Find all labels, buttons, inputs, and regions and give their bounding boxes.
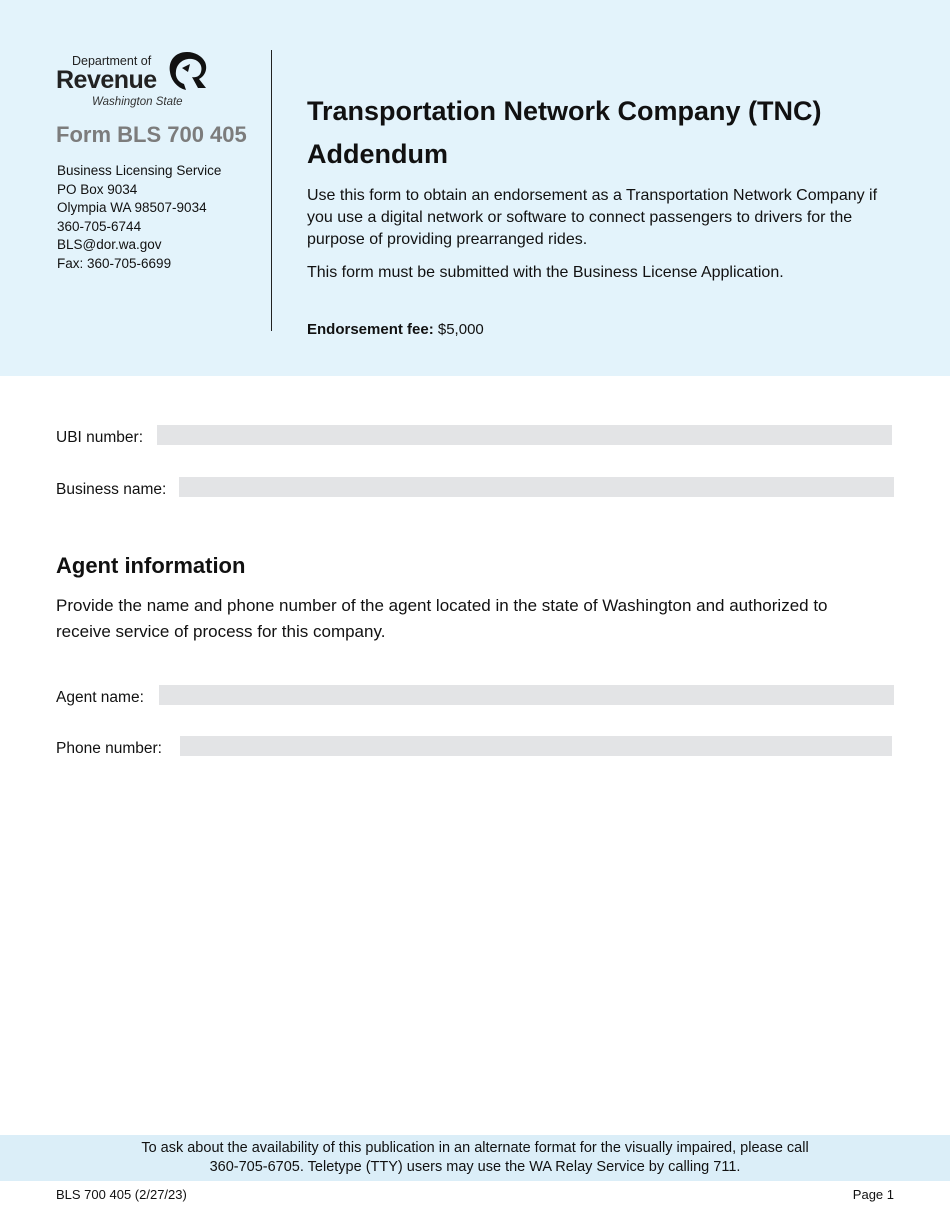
contact-email: BLS@dor.wa.gov bbox=[57, 237, 162, 252]
logo-department: Department of bbox=[72, 54, 152, 68]
ubi-input[interactable] bbox=[157, 425, 892, 445]
form-header bbox=[0, 0, 950, 376]
logo-name: Revenue bbox=[56, 66, 157, 94]
agent-name-input[interactable] bbox=[159, 685, 894, 705]
agent-name-label: Agent name: bbox=[56, 689, 144, 706]
header-divider bbox=[271, 50, 272, 331]
dor-logo bbox=[56, 50, 216, 114]
intro-text: Use this form to obtain an endorsement as a Transportation Network Company if you use a digital network or software to connect passengers to drivers for the purpose of providing prearranged rides. bbox=[307, 187, 878, 248]
page-number: Page 1 bbox=[852, 1187, 894, 1202]
business-name-label: Business name: bbox=[56, 481, 167, 498]
phone-number-input[interactable] bbox=[180, 736, 892, 756]
contact-office: Business Licensing Service bbox=[57, 163, 222, 178]
agent-section-description: Provide the name and phone number of the agent located in the state of Washington and authorized to receive service of process for this company. bbox=[56, 596, 828, 641]
contact-fax: Fax: 360-705-6699 bbox=[57, 255, 172, 271]
agent-section-heading: Agent information bbox=[56, 553, 246, 578]
contact-block bbox=[57, 162, 221, 273]
endorsement-fee bbox=[307, 321, 484, 338]
page-title: Transportation Network Company (TNC) Addendum bbox=[307, 96, 822, 169]
contact-phone: 360-705-6744 bbox=[57, 218, 142, 234]
contact-po-box: PO Box 9034 bbox=[57, 181, 138, 197]
business-name-input[interactable] bbox=[179, 477, 894, 497]
notice-line-1: To ask about the availability of this publication in an alternate format for the visually impaired, please call bbox=[141, 1140, 809, 1156]
form-number: Form BLS 700 405 bbox=[56, 122, 247, 147]
revenue-swoosh-icon bbox=[166, 50, 208, 92]
ubi-label: UBI number: bbox=[56, 429, 144, 446]
fee-label: Endorsement fee: bbox=[307, 321, 434, 338]
contact-city: Olympia WA 98507-9034 bbox=[57, 200, 207, 215]
notice-line-2: 360-705-6705. Teletype (TTY) users may use the WA Relay Service by calling 711. bbox=[209, 1159, 741, 1175]
fee-value: $5,000 bbox=[437, 321, 484, 338]
footer-form-code: BLS 700 405 (2/27/23) bbox=[56, 1187, 187, 1202]
accessibility-notice bbox=[0, 1135, 950, 1181]
logo-state: Washington State bbox=[92, 96, 183, 108]
requirement-text: This form must be submitted with the Business License Application. bbox=[307, 264, 784, 281]
phone-number-label: Phone number: bbox=[56, 740, 162, 757]
